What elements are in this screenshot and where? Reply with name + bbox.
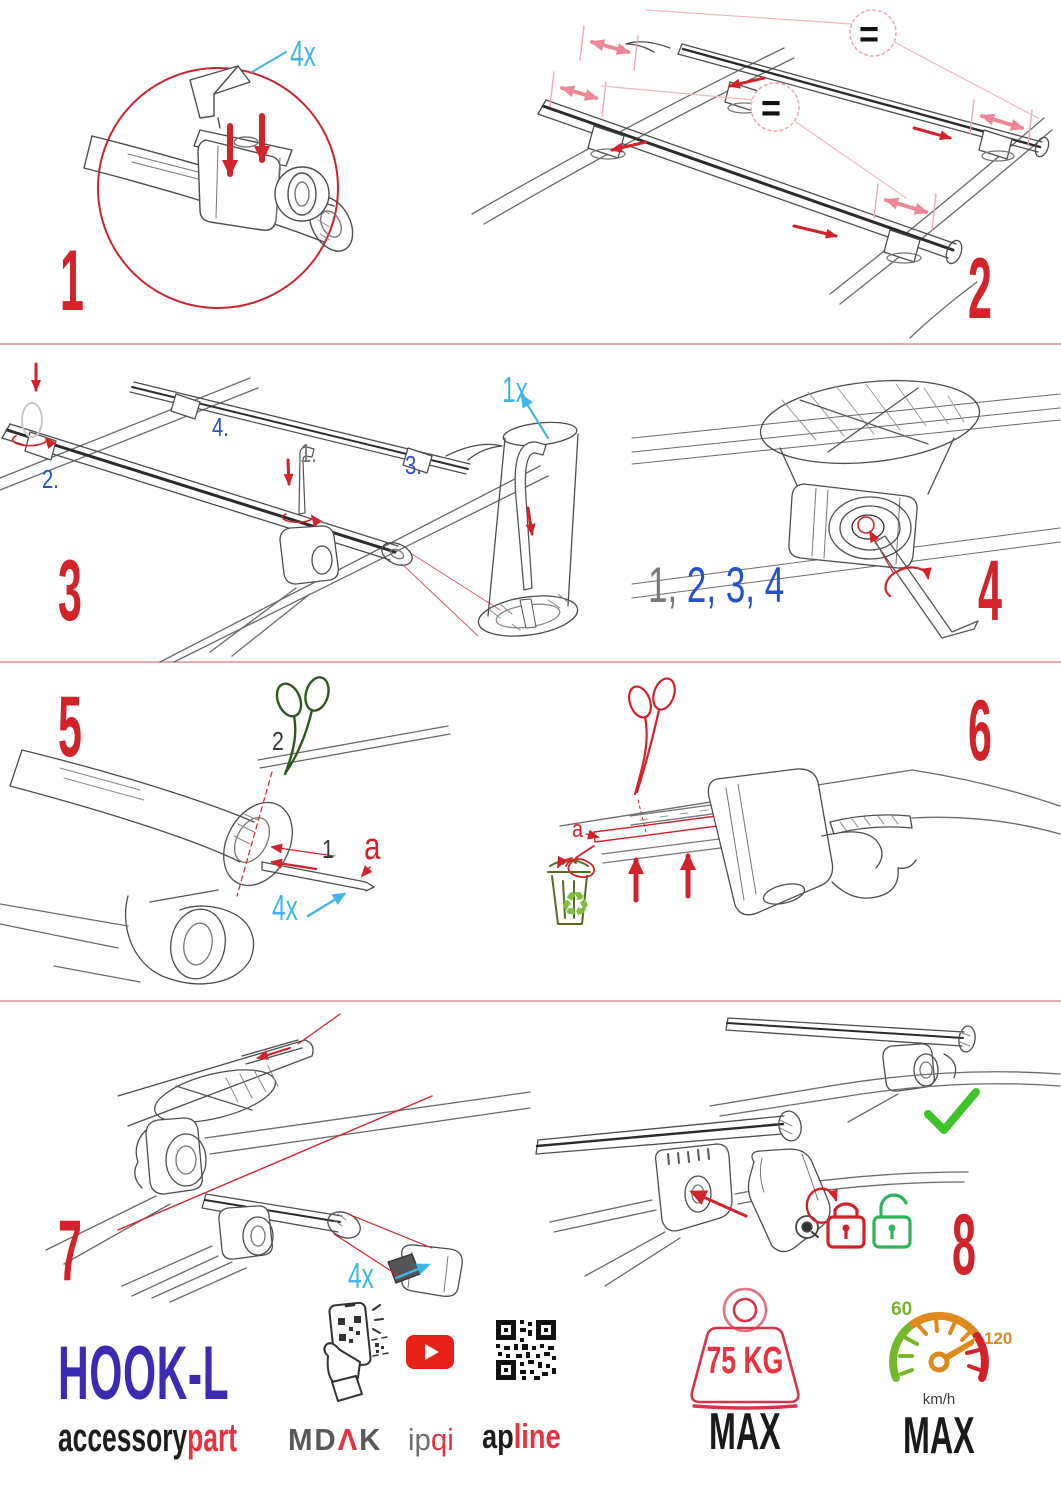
product-name: HOOK-L — [58, 1331, 230, 1416]
step1-diagram-clamp-pad-insert — [40, 18, 440, 338]
step-4-sequence — [648, 557, 785, 613]
speed-unit-text: km/h — [922, 1391, 956, 1408]
divider-1 — [0, 343, 1061, 345]
scissors-icon — [272, 675, 332, 774]
speed-unit — [874, 1392, 1004, 1408]
qr-code — [494, 1318, 558, 1382]
step-1-number: 1 — [60, 233, 83, 329]
weight-max-text: MAX — [709, 1403, 781, 1461]
step-2-number: 2 — [968, 241, 991, 337]
step-6-number: 6 — [968, 683, 991, 779]
step-7-number: 7 — [58, 1203, 81, 1299]
step-5-number: 5 — [58, 679, 81, 775]
step2-diagram-equal-spacing — [432, 2, 1058, 338]
step8-diagram-lock-cover — [530, 1004, 1061, 1300]
step-5-cut-label: 2 — [272, 726, 284, 756]
equals-badge: = — [761, 88, 781, 130]
key-icon — [802, 1222, 812, 1232]
step-8-number: 8 — [952, 1197, 975, 1293]
brand-suffix: part — [187, 1416, 238, 1460]
speed-max-value-label: 120 — [984, 1329, 1013, 1348]
brand-logo — [58, 1418, 237, 1458]
step-5-part-label: a — [364, 826, 381, 868]
weight-value-text: 75 KG — [706, 1340, 784, 1382]
step-4-sequence-active: 2, 3, 4 — [677, 557, 785, 613]
step-3-qty-label: 1x — [502, 369, 528, 410]
brand-prefix: accessory — [58, 1416, 188, 1460]
unlocked-padlock-icon — [874, 1195, 910, 1247]
equals-badge: = — [859, 14, 879, 56]
step-3-sub-4: 4. — [212, 412, 229, 442]
logo-ipqi-part2: qi — [430, 1422, 454, 1457]
step-1-qty-label: 4x — [290, 33, 316, 74]
step-3-sub-2: 2. — [42, 464, 59, 494]
logo-mdak-part1: MD — [288, 1422, 338, 1457]
divider-3 — [0, 1000, 1061, 1002]
logo-mdak — [288, 1424, 382, 1455]
speed-min-label: 60 — [891, 1299, 913, 1320]
logo-ipqi — [408, 1424, 454, 1455]
step-3-sub-3: 3. — [405, 450, 422, 480]
logo-mdak-part3: K — [359, 1422, 383, 1457]
max-weight-value — [670, 1342, 820, 1380]
youtube-icon — [406, 1335, 454, 1369]
speed-max-label — [874, 1407, 1004, 1465]
step-4-number: 4 — [978, 543, 1001, 639]
logo-apline-part2: line — [513, 1418, 561, 1456]
step-3-sub-1: 1. — [300, 438, 317, 468]
logo-ipqi-part1: ip — [408, 1422, 431, 1457]
step-4-sequence-done: 1, — [648, 557, 678, 613]
check-icon — [928, 1092, 976, 1130]
recycle-icon: ♻ — [560, 886, 591, 924]
logo-mdak-part2: Λ — [337, 1422, 360, 1457]
logo-apline — [482, 1420, 561, 1454]
max-weight-label — [670, 1403, 820, 1461]
step-5-insert-label: 1 — [322, 834, 334, 864]
logo-apline-part1: ap — [482, 1418, 514, 1456]
step-5-qty-label: 4x — [272, 887, 298, 928]
scan-qr-phone-icon — [316, 1298, 390, 1406]
step-6-part-label: a — [572, 816, 583, 843]
step-3-number: 3 — [58, 543, 81, 639]
speed-max-text: MAX — [903, 1407, 975, 1465]
locked-padlock-icon — [828, 1204, 864, 1247]
step-7-qty-label: 4x — [348, 1255, 374, 1296]
